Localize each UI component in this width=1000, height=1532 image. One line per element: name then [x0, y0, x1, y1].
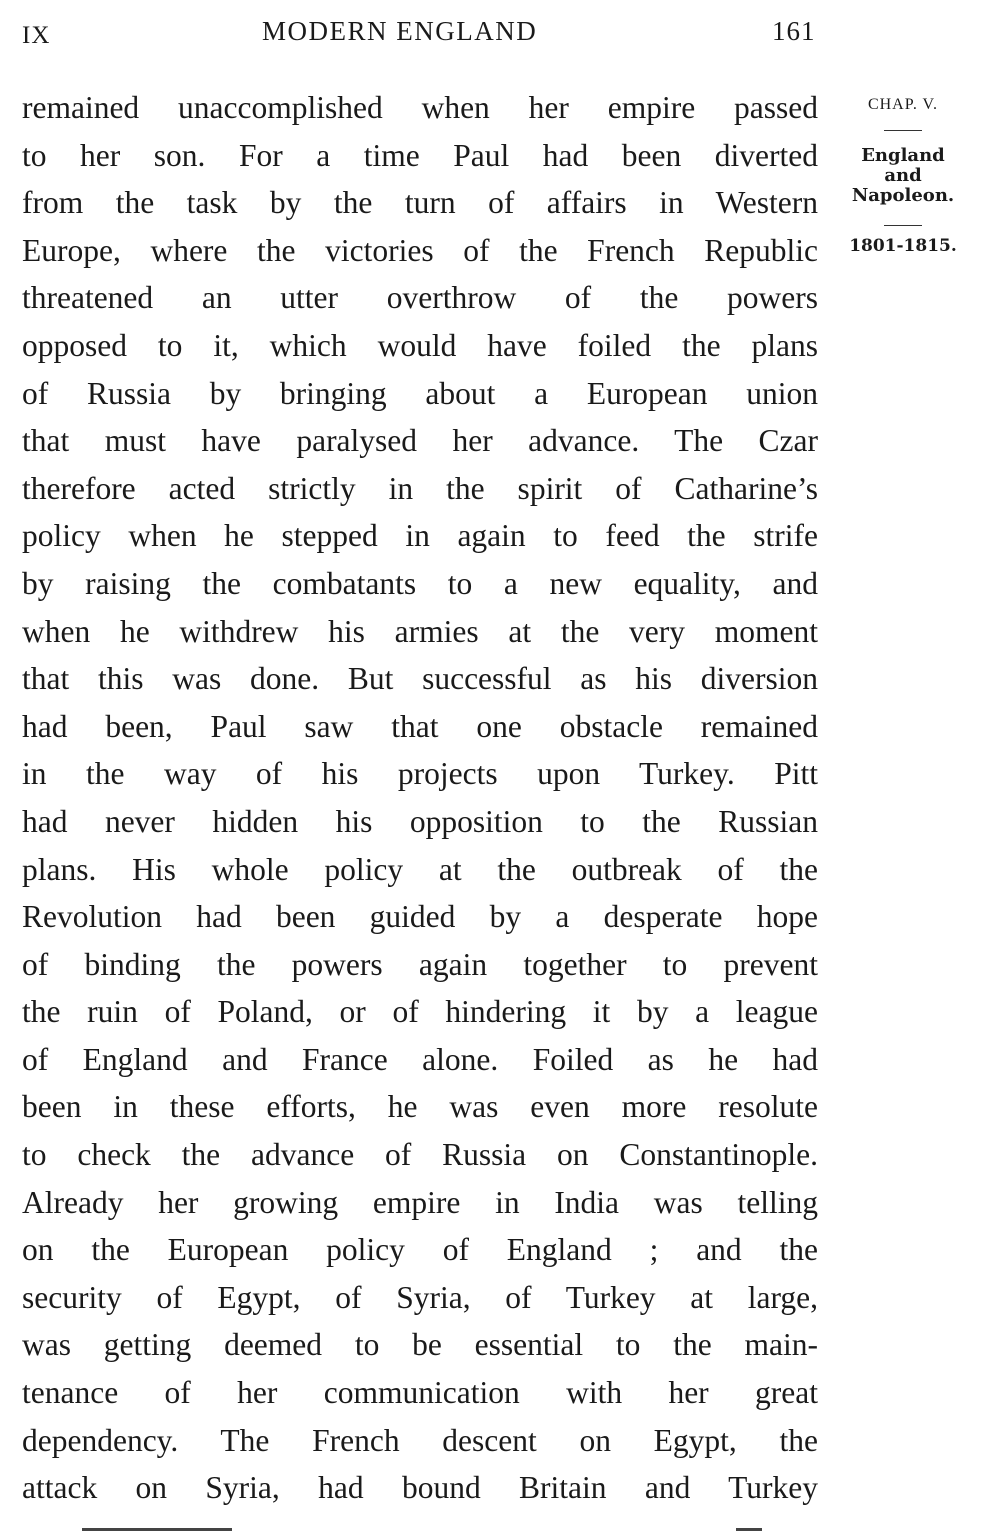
text-line: been in these efforts, he was even more resolute [22, 1089, 818, 1125]
text-line: was getting deemed to be essential to the main- [22, 1327, 818, 1363]
text-line: the ruin of Poland, or of hindering it by a league [22, 994, 818, 1030]
text-line: to check the advance of Russia on Constantinople. [22, 1137, 818, 1173]
text-line: remained unaccomplished when her empire passed [22, 90, 818, 125]
text-line: therefore acted strictly in the spirit of Catharine’s [22, 470, 818, 506]
page-number: 161 [772, 16, 816, 46]
text-line: of Russia by bringing about a European union [22, 375, 818, 411]
text-line: that must have paralysed her advance. The Czar [22, 423, 818, 459]
text-line: Europe, where the victories of the French Republic [22, 232, 818, 268]
margin-topic-line: and [884, 165, 922, 186]
margin-topic-line: Napoleon. [851, 185, 955, 206]
text-line: dependency. The French descent on Egypt, the [22, 1422, 818, 1458]
margin-topic [838, 144, 968, 208]
text-line: to her son. For a time Paul had been diverted [22, 137, 818, 173]
text-line: in the way of his projects upon Turkey. Pitt [22, 756, 818, 792]
text-line: when he withdrew his armies at the very moment [22, 613, 818, 649]
footer-mark [82, 1528, 232, 1531]
running-title: MODERN ENGLAND [262, 16, 538, 46]
text-line: tenance of her communication with her great [22, 1375, 818, 1411]
text-line: had never hidden his opposition to the Russian [22, 803, 818, 839]
text-line: security of Egypt, of Syria, of Turkey at large, [22, 1279, 818, 1315]
margin-dates: 1801-1815. [849, 236, 957, 256]
footer-mark [736, 1528, 762, 1531]
text-line: opposed to it, which would have foiled the plans [22, 327, 818, 363]
running-head [0, 16, 1000, 56]
text-line: Revolution had been guided by a desperate hope [22, 899, 818, 935]
text-line: attack on Syria, had bound Britain and Turkey [22, 1470, 818, 1506]
text-line: threatened an utter overthrow of the powers [22, 280, 818, 316]
text-line: Already her growing empire in India was telling [22, 1184, 818, 1220]
margin-chapter-label: CHAP. V. [867, 96, 939, 113]
text-line: policy when he stepped in again to feed the strife [22, 518, 818, 554]
chapter-roman-numeral: IX [22, 22, 51, 49]
text-line: plans. His whole policy at the outbreak of the [22, 851, 818, 887]
margin-topic-line: England [861, 145, 945, 166]
text-line: from the task by the turn of affairs in Western [22, 185, 818, 221]
margin-rule [884, 130, 922, 131]
text-line: had been, Paul saw that one obstacle remained [22, 708, 818, 744]
text-line: by raising the combatants to a new equality, and [22, 565, 818, 601]
text-line: of England and France alone. Foiled as he had [22, 1041, 818, 1077]
text-line: of binding the powers again together to prevent [22, 946, 818, 982]
cropped-footer-signature [60, 1518, 820, 1532]
text-line: that this was done. But successful as his diversion [22, 661, 818, 697]
body-text [22, 84, 822, 1512]
margin-rule [884, 225, 922, 226]
text-line: on the European policy of England ; and the [22, 1232, 818, 1268]
